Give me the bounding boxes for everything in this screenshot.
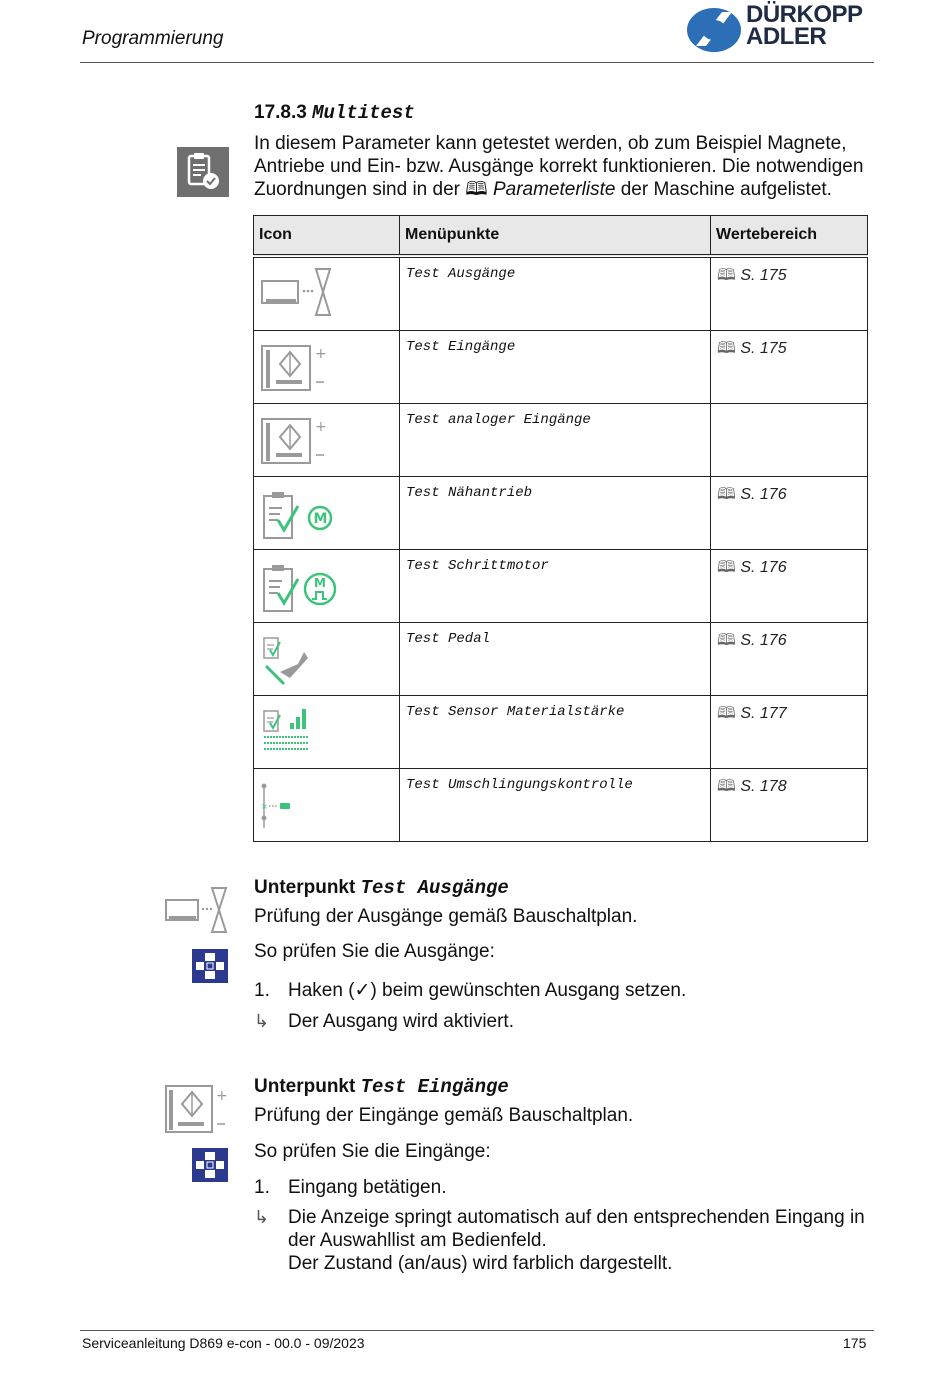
book-icon: 🕮 xyxy=(717,632,736,649)
inputs-test-icon xyxy=(164,1082,230,1136)
book-icon: 🕮 xyxy=(717,705,736,722)
range-ref[interactable]: 🕮 S. 176 xyxy=(717,486,787,503)
subpoint-inputs-desc: Prüfung der Eingänge gemäß Bauschaltplan. xyxy=(254,1105,634,1126)
logo-wordmark xyxy=(746,1,863,50)
range-ref[interactable]: 🕮 S. 178 xyxy=(717,778,787,795)
range-ref[interactable]: 🕮 S. 177 xyxy=(717,705,787,722)
intro-text-2: der Maschine aufgelistet. xyxy=(615,179,832,200)
subpoint-outputs-desc: Prüfung der Ausgänge gemäß Bauschaltplan. xyxy=(254,906,638,927)
section-intro xyxy=(254,132,874,201)
analog-inputs-test-icon xyxy=(260,409,340,471)
table-row xyxy=(254,256,868,331)
subpoint-outputs-howto: So prüfen Sie die Ausgänge: xyxy=(254,941,495,962)
step-number: 1. xyxy=(254,980,270,1001)
pedal-test-icon xyxy=(260,628,340,690)
multitest-clipboard-icon xyxy=(177,147,229,197)
book-icon: 🕮 xyxy=(717,778,736,795)
section-heading xyxy=(254,102,415,124)
subpoint-inputs-heading xyxy=(254,1076,509,1098)
multitest-table xyxy=(253,215,868,842)
table-row xyxy=(254,477,868,550)
subpoint-code: Test Ausgänge xyxy=(360,877,509,899)
menu-item-label[interactable]: Test Pedal xyxy=(406,631,491,647)
menu-item-label[interactable]: Test Ausgänge xyxy=(406,266,516,282)
footer-document: Serviceanleitung D869 e-con - 00.0 - 09/2023 xyxy=(82,1335,365,1351)
menu-item-label[interactable]: Test Sensor Materialstärke xyxy=(406,704,625,720)
menu-item-label[interactable]: Test Nähantrieb xyxy=(406,485,533,501)
control-panel-icon xyxy=(192,1148,228,1182)
step-text: Haken (✓) beim gewünschten Ausgang setzen. xyxy=(288,980,687,1001)
svg-text:M: M xyxy=(314,576,326,590)
header-rule xyxy=(80,62,874,63)
running-header-title: Programmierung xyxy=(82,28,224,49)
svg-text:+: + xyxy=(216,1088,228,1104)
range-ref xyxy=(711,404,867,410)
footer-page-number: 175 xyxy=(843,1335,867,1351)
result-arrow-icon: ↳ xyxy=(254,1011,270,1031)
result-arrow-icon: ↳ xyxy=(254,1207,270,1227)
svg-text:+: + xyxy=(315,346,327,362)
range-ref[interactable]: 🕮 S. 176 xyxy=(717,559,787,576)
footer-rule xyxy=(80,1330,874,1331)
table-row xyxy=(254,696,868,769)
table-row xyxy=(254,623,868,696)
range-ref[interactable]: 🕮 S. 176 xyxy=(717,632,787,649)
inputs-test-icon xyxy=(260,336,340,398)
menu-item-label[interactable]: Test analoger Eingänge xyxy=(406,412,591,428)
table-row xyxy=(254,550,868,623)
outputs-test-icon xyxy=(260,263,340,325)
logo-line-2: ADLER xyxy=(746,23,827,50)
stepper-motor-test-icon xyxy=(260,555,340,617)
table-row xyxy=(254,769,868,842)
range-ref[interactable]: 🕮 S. 175 xyxy=(717,267,787,284)
table-row xyxy=(254,404,868,477)
subpoint-label: Unterpunkt xyxy=(254,877,356,898)
svg-text:+: + xyxy=(315,419,327,435)
section-number: 17.8.3 xyxy=(254,102,307,123)
subpoint-label: Unterpunkt xyxy=(254,1076,356,1097)
step-number: 1. xyxy=(254,1177,270,1198)
book-icon: 🕮 xyxy=(717,340,736,357)
menu-item-label[interactable]: Test Umschlingungskontrolle xyxy=(406,777,633,793)
header-menu: Menüpunkte xyxy=(400,216,711,257)
book-icon: 🕮 xyxy=(717,267,736,284)
svg-text:×: × xyxy=(261,802,268,811)
check-icon: ✓ xyxy=(354,980,371,1001)
outputs-test-icon xyxy=(164,886,230,936)
result-text: Der Ausgang wird aktiviert. xyxy=(288,1011,514,1032)
book-icon: 🕮 xyxy=(717,486,736,503)
parameter-list-reference[interactable]: Parameterliste xyxy=(492,179,616,200)
subpoint-outputs-heading xyxy=(254,877,509,899)
result-line-1: Die Anzeige springt automatisch auf den entsprechenden Eingang in der Auswahllist am Bedienfeld. xyxy=(288,1207,865,1251)
control-panel-icon xyxy=(192,949,228,983)
subpoint-code: Test Eingänge xyxy=(360,1076,509,1098)
svg-text:M: M xyxy=(313,511,328,527)
material-thickness-sensor-icon xyxy=(260,701,340,763)
section-name: Multitest xyxy=(312,102,415,124)
subpoint-inputs-howto: So prüfen Sie die Eingänge: xyxy=(254,1141,491,1162)
step-text: Eingang betätigen. xyxy=(288,1177,447,1198)
header-range: Wertebereich xyxy=(711,216,868,257)
logo-line-1: DÜRKOPP xyxy=(746,1,863,28)
book-icon: 🕮 xyxy=(717,559,736,576)
menu-item-label[interactable]: Test Schrittmotor xyxy=(406,558,549,574)
intro-text-1: In diesem Parameter kann getestet werden, ob zum Beispiel Magnete, Antriebe und Ein- bzw. Ausgänge korrekt funktionieren. Die notwendigen Zuordnungen sind in der xyxy=(254,133,864,200)
table-row xyxy=(254,331,868,404)
result-line-2: Der Zustand (an/aus) wird farblich dargestellt. xyxy=(288,1253,673,1274)
result-text xyxy=(288,1206,874,1275)
range-ref[interactable]: 🕮 S. 175 xyxy=(717,340,787,357)
menu-item-label[interactable]: Test Eingänge xyxy=(406,339,516,355)
sewing-drive-test-icon xyxy=(260,482,340,544)
header-icon: Icon xyxy=(254,216,400,257)
looping-control-icon xyxy=(260,774,340,836)
book-icon: 🕮 xyxy=(465,179,493,200)
table-header-row xyxy=(254,216,868,257)
